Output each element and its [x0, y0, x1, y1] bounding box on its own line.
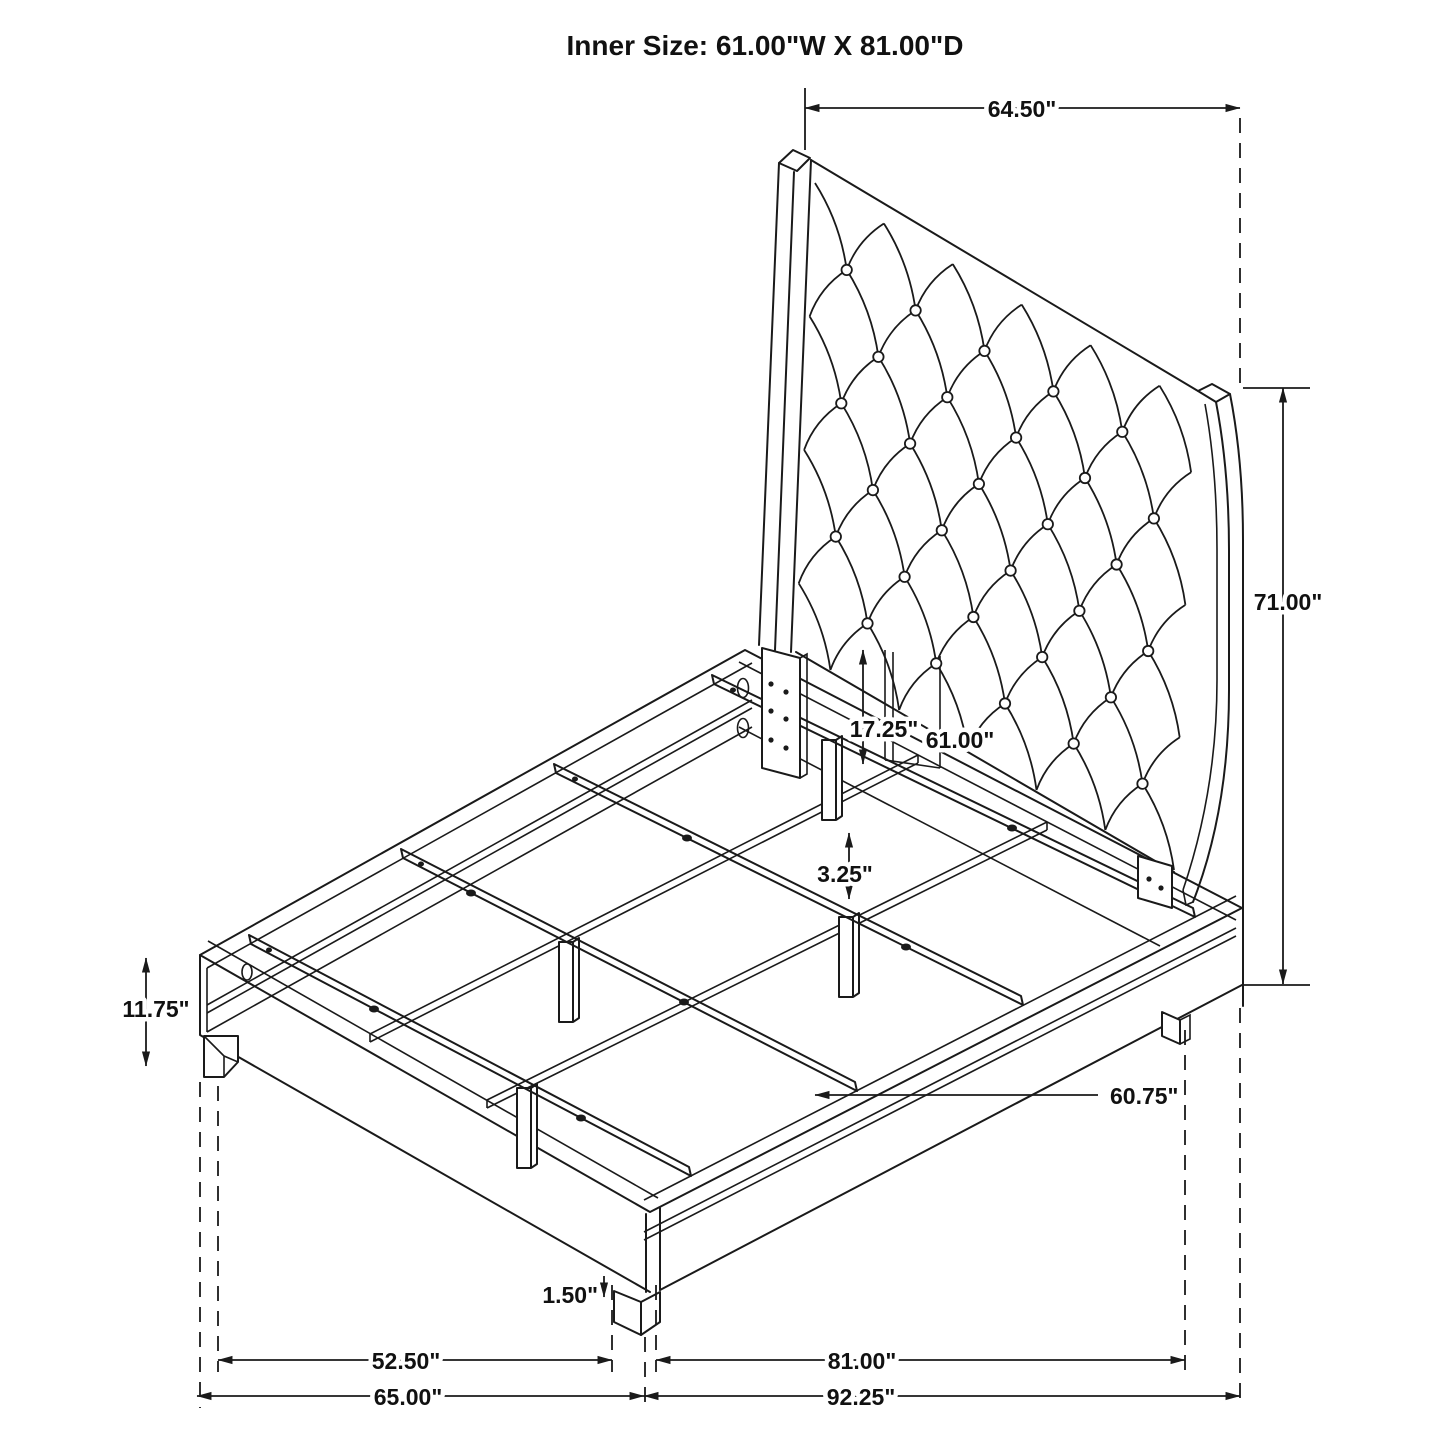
left-ledger-strip — [207, 700, 752, 1013]
dim-label-headboard-width: 64.50" — [987, 96, 1057, 122]
tufting-button — [1005, 565, 1015, 575]
tufting-button — [1106, 692, 1116, 702]
tufting-button — [1111, 559, 1121, 569]
tufting-button — [899, 572, 909, 582]
tufting-button — [1000, 698, 1010, 708]
diagram-title: Inner Size: 61.00"W X 81.00"D — [566, 30, 964, 61]
tufting-button — [910, 305, 920, 315]
headboard-left-post-top — [779, 150, 810, 171]
center-foot — [614, 1291, 641, 1335]
dim-label-headboard-inner-width: 61.00" — [925, 727, 995, 753]
right-rail-inner-edge — [644, 896, 1236, 1200]
tufting-button — [842, 265, 852, 275]
tufting-button — [1069, 738, 1079, 748]
foot-corner-post — [646, 1208, 660, 1292]
rail-bolt-hole — [242, 964, 252, 980]
tufting-button — [1043, 519, 1053, 529]
headboard-left-post — [759, 160, 811, 652]
mounting-bracket-right — [1138, 856, 1172, 908]
bed-slats — [249, 675, 1195, 1176]
mounting-bracket-left — [762, 648, 807, 778]
dim-label-headboard-leg: 17.25" — [849, 716, 919, 742]
tufting-button — [905, 438, 915, 448]
dim-label-inner-depth: 81.00" — [827, 1348, 897, 1374]
tufting-button — [1074, 606, 1084, 616]
tufting-button — [974, 479, 984, 489]
headboard-wing-outer-curve — [1193, 402, 1229, 902]
support-rails — [370, 755, 1047, 1108]
tufting-button — [862, 618, 872, 628]
dim-label-overall-width: 65.00" — [373, 1384, 443, 1410]
dim-label-slat-support: 3.25" — [817, 861, 873, 887]
tufting-button — [1048, 386, 1058, 396]
dim-label-overall-height: 71.00" — [1253, 589, 1323, 615]
tufting-button — [942, 392, 952, 402]
tufting-button — [873, 352, 883, 362]
tufting-button — [1011, 432, 1021, 442]
tufting-button — [931, 658, 941, 668]
tufting-button — [1117, 427, 1127, 437]
left-rail-inner-edge — [207, 663, 752, 968]
foot-rail-inner-edge — [208, 941, 658, 1198]
right-foot — [1162, 1012, 1180, 1044]
headboard-wing-inner-curve — [1183, 404, 1217, 890]
tufting-button — [1037, 652, 1047, 662]
headboard-top-edge — [811, 160, 1198, 391]
tufting-button — [937, 525, 947, 535]
tufting-button — [968, 612, 978, 622]
right-rail-bottom-edge — [660, 985, 1242, 1290]
tufting-button — [1149, 513, 1159, 523]
tufting-button — [868, 485, 878, 495]
dim-label-side-rail-height: 11.75" — [122, 996, 190, 1022]
headboard-rail-inner-face — [739, 727, 1160, 946]
headboard-right-post-top — [1198, 384, 1230, 402]
tufting-button — [836, 398, 846, 408]
tufting-button — [831, 531, 841, 541]
rail-bolt-hole — [738, 719, 749, 738]
frame-top-rim — [200, 650, 1242, 1212]
dim-label-foot-inner-width: 52.50" — [371, 1348, 441, 1374]
dimension-annotations — [122, 30, 1322, 1410]
tufting-button — [979, 346, 989, 356]
tufting-button — [1080, 473, 1090, 483]
bed-frame — [200, 650, 1242, 1335]
dim-label-overall-depth: 92.25" — [826, 1384, 896, 1410]
dim-label-foot-height: 1.50" — [542, 1282, 598, 1308]
dim-label-slat-length: 60.75" — [1110, 1083, 1179, 1109]
tufting-button — [1137, 779, 1147, 789]
tufting-button — [1143, 646, 1153, 656]
